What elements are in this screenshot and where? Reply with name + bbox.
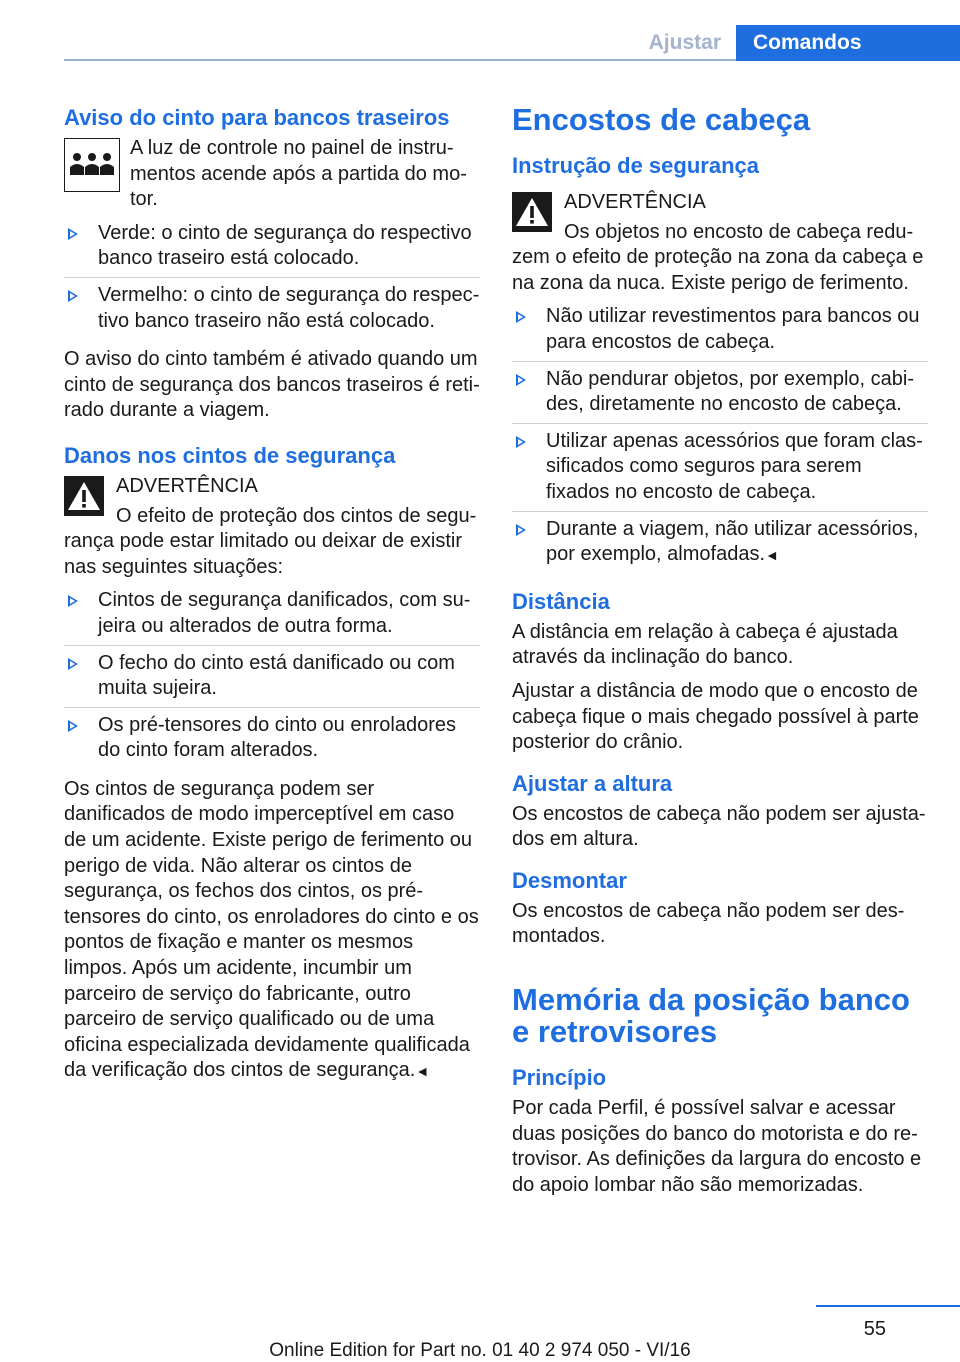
section-title-belt-damage: Danos nos cintos de segurança bbox=[64, 442, 396, 468]
end-mark-icon: ◄ bbox=[415, 1063, 430, 1080]
end-mark-icon: ◄ bbox=[765, 547, 779, 564]
list-item: Não pendurar objetos, por exemplo, cabides, diretamente no encosto de cabeça. bbox=[512, 367, 928, 424]
triangle-bullet-icon bbox=[68, 720, 78, 732]
triangle-bullet-icon bbox=[68, 290, 78, 302]
principle-paragraph: Por cada Perfil, é possível salvar e acessar duas posições do banco do motorista e do retrovisor. As definições da largura do encosto e do apoio lombar não são memorizadas. bbox=[512, 1097, 922, 1196]
header-tab-comandos[interactable]: Comandos bbox=[736, 25, 960, 61]
warning-label: ADVERTÊNCIA bbox=[116, 474, 258, 497]
rear-seat-belt-icon bbox=[64, 138, 120, 192]
section-title-rear-belt-warning: Aviso do cinto para bancos traseiros bbox=[64, 105, 450, 130]
list-item: Durante a viagem, não utilizar acessórios, por exemplo, almofadas.◄ bbox=[512, 517, 928, 574]
footer-edition: Online Edition for Part no. 01 40 2 974 050 - VI/16 bbox=[269, 1340, 691, 1361]
warning-triangle-icon bbox=[64, 476, 104, 516]
right-column bbox=[512, 104, 928, 1206]
left-column bbox=[64, 104, 480, 1093]
triangle-bullet-icon bbox=[516, 436, 526, 448]
height-paragraph: Os encostos de cabeça não podem ser ajustados em altura. bbox=[512, 802, 926, 851]
head-restraint-warning bbox=[512, 190, 928, 216]
section-title-safety: Instrução de segurança bbox=[512, 153, 759, 178]
triangle-bullet-icon bbox=[68, 595, 78, 607]
triangle-bullet-icon bbox=[68, 228, 78, 240]
belt-damage-warning bbox=[64, 474, 480, 500]
page-number: 55 bbox=[863, 1318, 886, 1340]
triangle-bullet-icon bbox=[516, 374, 526, 386]
rear-belt-paragraph: O aviso do cinto também é ativado quando um cinto de segurança dos bancos traseiros é retirado durante a viagem. bbox=[64, 348, 480, 422]
distance-paragraph-2: Ajustar a distância de modo que o encosto de cabeça fique o mais chegado possível à parte posterior do crânio. bbox=[512, 679, 919, 754]
rear-belt-intro: A luz de controle no painel de instrumentos acende após a partida do motor. bbox=[130, 137, 467, 211]
list-item: Utilizar apenas acessórios que foram classificados como seguros para serem fixados no encosto de cabeça. bbox=[512, 429, 928, 512]
list-item: O fecho do cinto está danificado ou com muita sujeira. bbox=[64, 651, 480, 708]
list-item: Vermelho: o cinto de segurança do respectivo banco traseiro não está colocado. bbox=[64, 283, 480, 339]
chapter-title-head-restraints: Encostos de cabeça bbox=[512, 102, 811, 137]
triangle-bullet-icon bbox=[516, 311, 526, 323]
list-item: Verde: o cinto de segurança do respectivo banco traseiro está colocado. bbox=[64, 221, 480, 278]
section-title-remove: Desmontar bbox=[512, 867, 627, 893]
list-item: Não utilizar revestimentos para bancos ou para encostos de cabeça. bbox=[512, 304, 928, 361]
chapter-title-memory: Memória da posição banco e retrovisores bbox=[512, 982, 910, 1050]
list-item: Os pré-tensores do cinto ou enroladores do cinto foram alterados. bbox=[64, 713, 480, 769]
rear-belt-indicator-block bbox=[64, 136, 480, 213]
warning-label: ADVERTÊNCIA bbox=[564, 191, 706, 213]
remove-paragraph: Os encostos de cabeça não podem ser desmontados. bbox=[512, 899, 905, 948]
belt-damage-paragraph: Os cintos de segurança podem ser danificados de modo imperceptível em caso de um acidente. Existe perigo de ferimento ou perigo de vida. Não alterar os cintos de segurança, os fechos dos cintos, os pré-tensores do cinto, os enroladores do cinto e os pontos de fixação e manter os mesmos limpos. Após um acidente, incumbir um parceiro de serviço do fabricante, outro parceiro de serviço qualificado ou de uma oficina especializada devidamente qualificada da verificação dos cintos de segurança.◄ bbox=[64, 777, 479, 1082]
distance-paragraph-1: A distância em relação à cabeça é ajustada através da inclinação do banco. bbox=[512, 620, 898, 669]
section-title-principle: Princípio bbox=[512, 1065, 607, 1091]
section-title-height: Ajustar a altura bbox=[512, 770, 673, 796]
head-restraint-warning-text: Os objetos no encosto de cabeça reduzem o efeito de proteção na zona da cabeça e na zona da nuca. Existe perigo de ferimento. bbox=[512, 220, 924, 294]
belt-damage-warning-text: O efeito de proteção dos cintos de segurança pode estar limitado ou deixar de existir nas seguintes situações: bbox=[64, 504, 477, 578]
triangle-bullet-icon bbox=[516, 524, 526, 536]
warning-triangle-icon bbox=[512, 192, 552, 232]
rear-belt-list bbox=[64, 221, 480, 339]
belt-damage-list bbox=[64, 588, 480, 769]
header-tab-ajustar[interactable]: Ajustar bbox=[648, 31, 721, 54]
section-title-distance: Distância bbox=[512, 588, 610, 614]
head-restraint-list bbox=[512, 304, 928, 573]
triangle-bullet-icon bbox=[68, 658, 78, 670]
footer-rule bbox=[816, 1305, 960, 1307]
list-item: Cintos de segurança danificados, com sujeira ou alterados de outra forma. bbox=[64, 588, 480, 645]
